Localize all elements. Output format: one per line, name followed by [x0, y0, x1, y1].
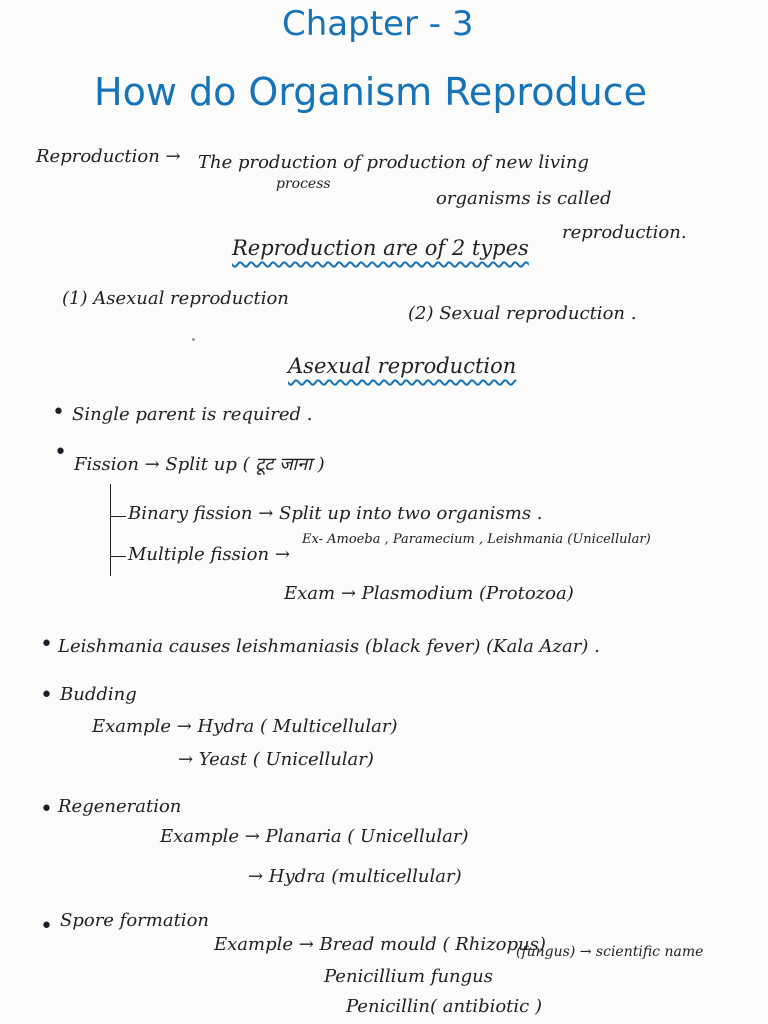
binary-fission: Binary fission → Split up into two organisms .	[128, 503, 543, 524]
pen-mark	[192, 338, 195, 341]
definition-process-word: process	[276, 176, 331, 192]
tree-branch-tick	[110, 556, 126, 557]
bullet-dot: •	[40, 632, 53, 657]
spore-example-2: Penicillium fungus	[324, 966, 493, 987]
definition-line-3: reproduction.	[562, 222, 687, 243]
tree-branch-tick	[110, 516, 126, 517]
budding-example-1: Example → Hydra ( Multicellular)	[92, 716, 398, 737]
definition-line-1: The production of production of new living	[198, 152, 589, 173]
definition-term: Reproduction →	[36, 146, 181, 167]
page-title: How do Organism Reproduce	[94, 70, 647, 114]
regeneration-example-2: → Hydra (multicellular)	[248, 866, 462, 887]
spore-fungus-note: (fungus) → scientific name	[516, 944, 704, 960]
multiple-fission: Multiple fission →	[128, 544, 290, 565]
bullet-dot: •	[40, 914, 53, 939]
single-parent-note: Single parent is required .	[72, 404, 313, 425]
type-sexual: (2) Sexual reproduction .	[408, 303, 637, 324]
definition-line-2: organisms is called	[436, 188, 612, 209]
spore-formation-label: Spore formation	[60, 910, 209, 931]
regeneration-label: Regeneration	[58, 796, 182, 817]
type-asexual: (1) Asexual reproduction	[62, 288, 289, 309]
binary-fission-example: Ex- Amoeba , Paramecium , Leishmania (Unicellular)	[302, 532, 651, 547]
bullet-dot: •	[52, 400, 65, 425]
bullet-dot: •	[40, 797, 53, 822]
leishmania-note: Leishmania causes leishmaniasis (black fever) (Kala Azar) .	[58, 636, 600, 657]
asexual-heading: Asexual reproduction	[288, 354, 517, 378]
tree-branch-line	[110, 484, 111, 576]
bullet-dot: •	[40, 683, 53, 708]
spore-example-3: Penicillin( antibiotic )	[346, 996, 542, 1017]
multiple-fission-example: Exam → Plasmodium (Protozoa)	[284, 583, 574, 604]
fission-label: Fission → Split up ( टूट जाना )	[74, 454, 325, 475]
budding-example-2: → Yeast ( Unicellular)	[178, 749, 374, 770]
bullet-dot: •	[54, 440, 67, 465]
types-heading: Reproduction are of 2 types	[232, 236, 529, 260]
chapter-heading: Chapter - 3	[282, 4, 474, 44]
budding-label: Budding	[60, 684, 137, 705]
spore-example-1: Example → Bread mould ( Rhizopus)	[214, 934, 546, 955]
regeneration-example-1: Example → Planaria ( Unicellular)	[160, 826, 469, 847]
